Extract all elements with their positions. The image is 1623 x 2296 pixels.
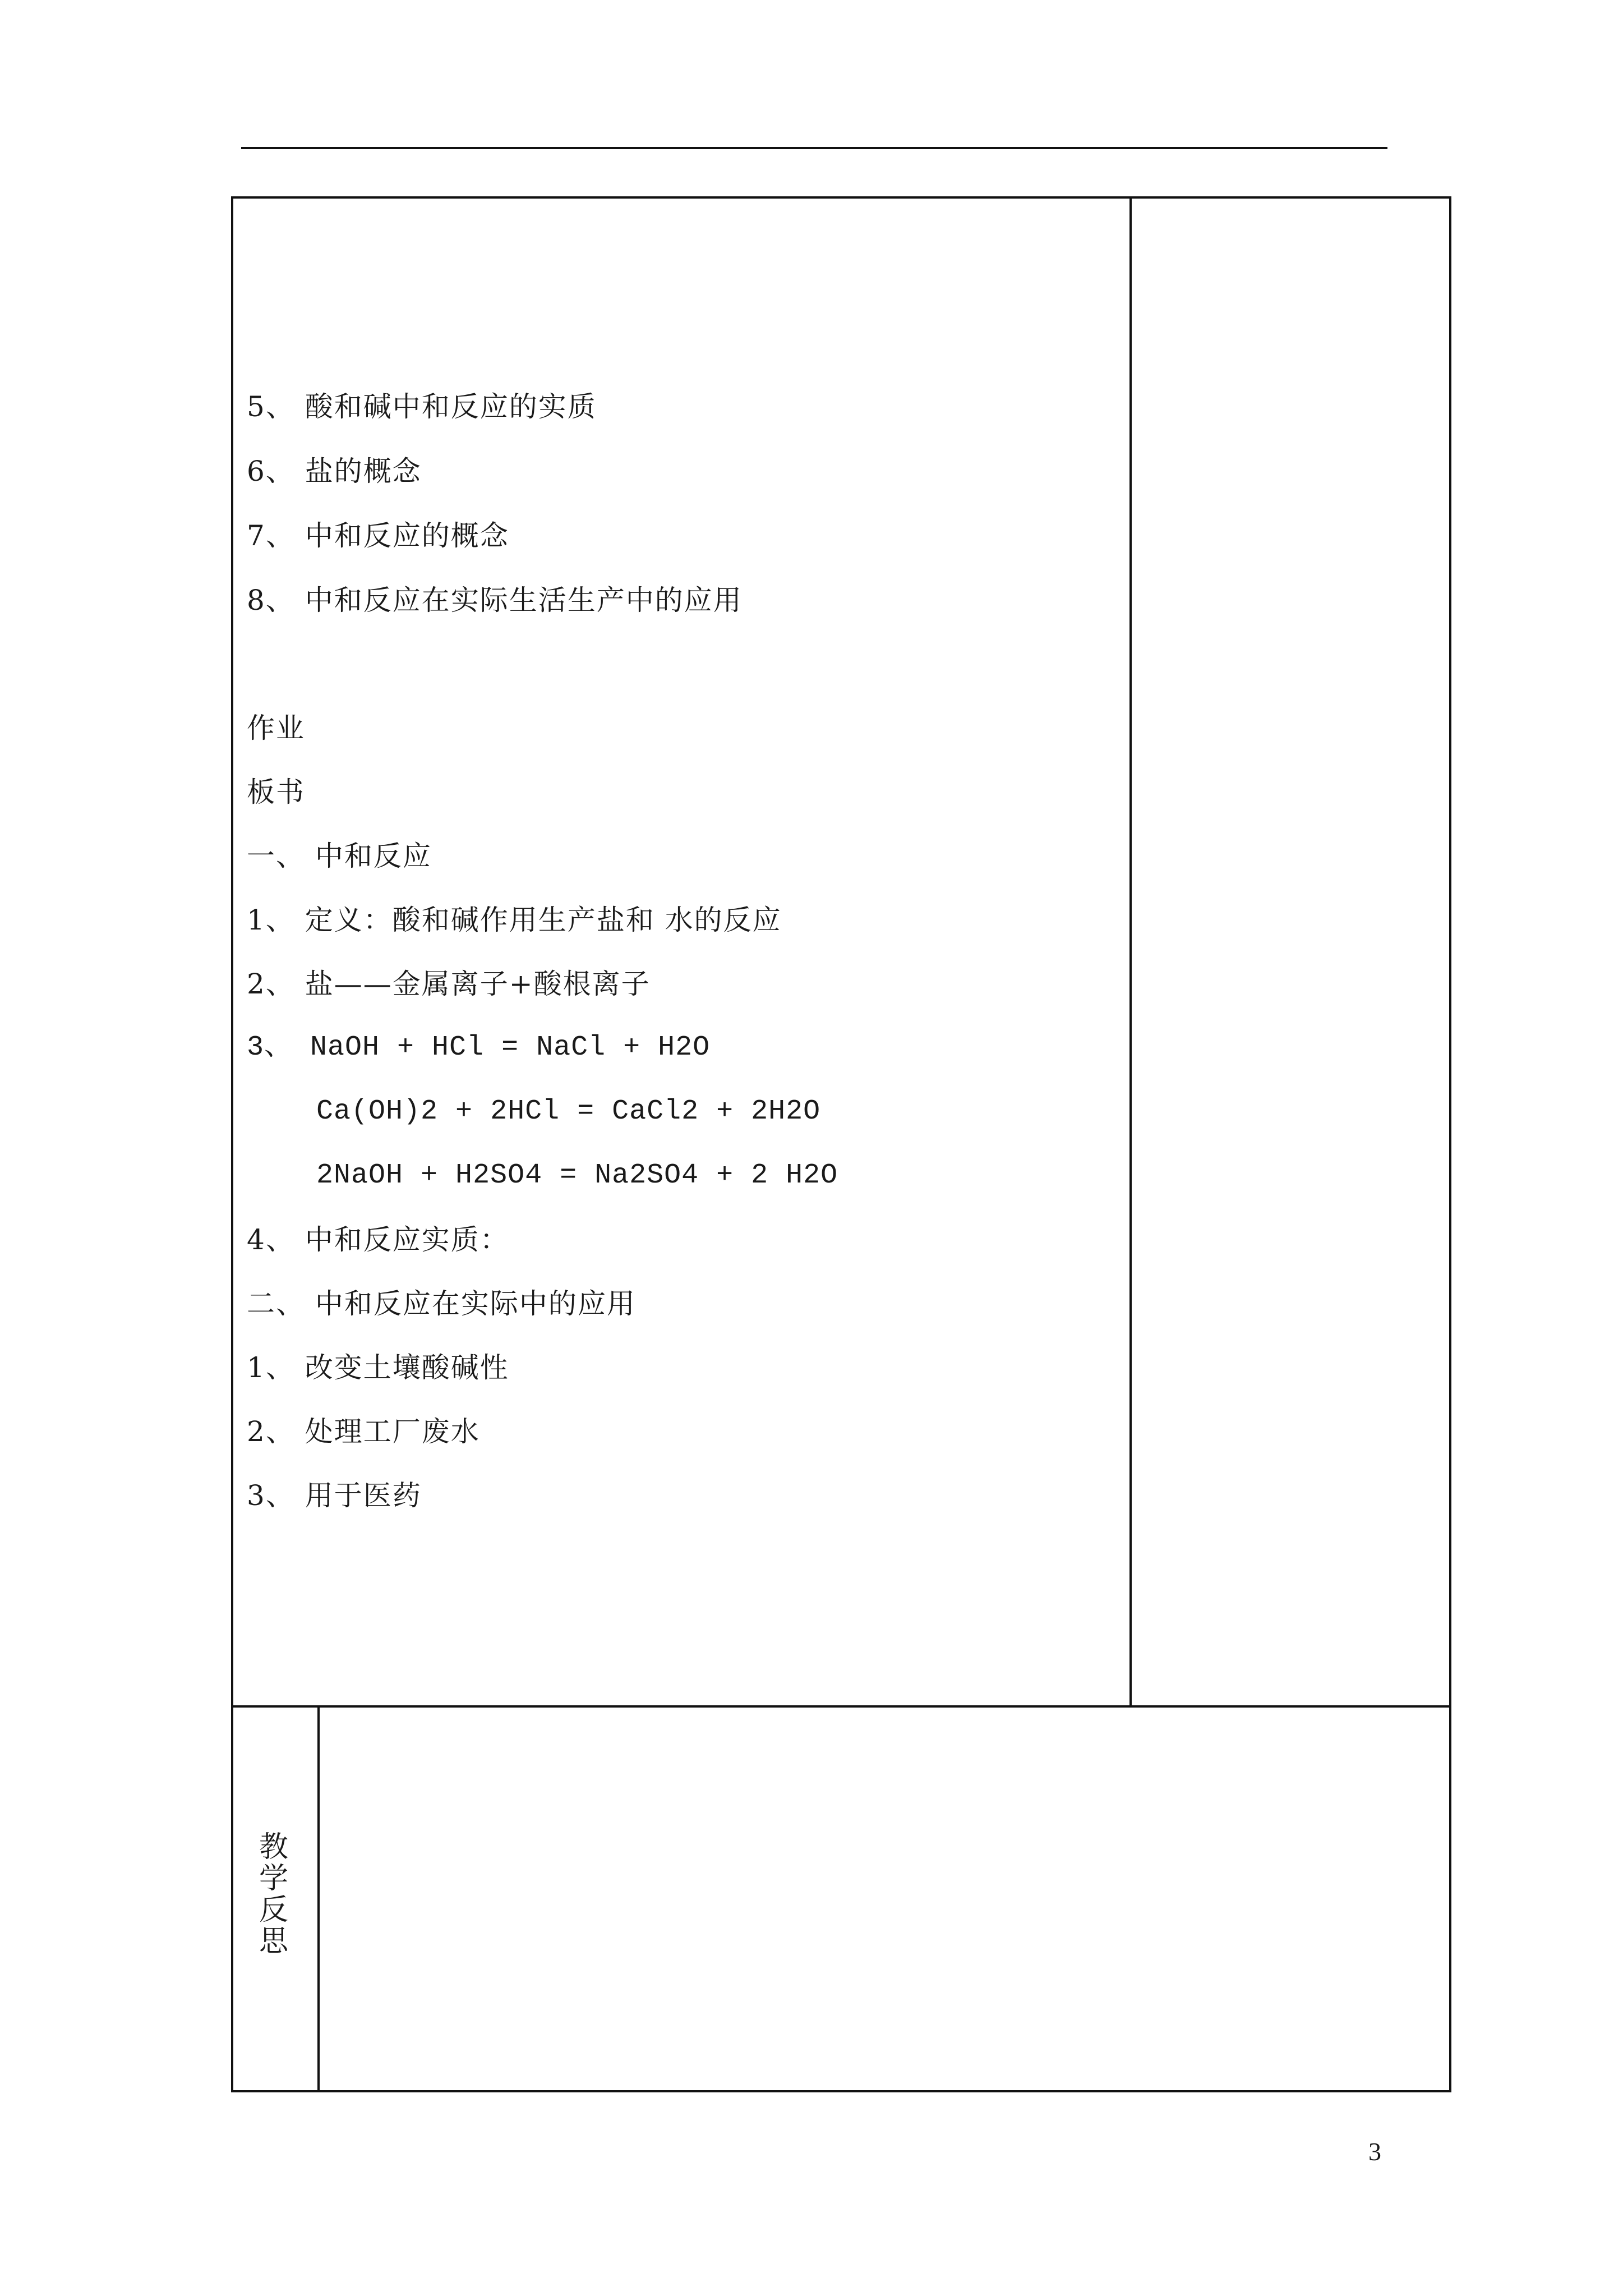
reflection-char: 反 xyxy=(259,1893,288,1927)
application-line-1: 1、 改变土壤酸碱性 xyxy=(247,1351,509,1384)
reflection-cell-frame xyxy=(231,1705,1451,2092)
reflection-char: 学 xyxy=(259,1862,288,1895)
content-line-5: 5、 酸和碱中和反应的实质 xyxy=(247,390,597,423)
application-line-3: 3、 用于医药 xyxy=(247,1479,422,1512)
reflection-label-divider xyxy=(317,1705,320,2092)
section-1-heading: 一、 中和反应 xyxy=(247,840,432,872)
application-line-2: 2、 处理工厂废水 xyxy=(247,1415,480,1448)
teaching-reflection-label xyxy=(251,1832,296,1957)
content-line-7: 7、 中和反应的概念 xyxy=(247,519,509,552)
content-line-8: 8、 中和反应在实际生活生产中的应用 xyxy=(247,584,743,616)
reflection-char: 教 xyxy=(259,1830,288,1864)
blackboard-heading: 板书 xyxy=(247,776,305,808)
homework-heading: 作业 xyxy=(247,712,305,744)
equation-line-2: Ca(OH)2 + 2HCl = CaCl2 + 2H2O xyxy=(247,1096,821,1128)
content-line-6: 6、 盐的概念 xyxy=(247,455,422,487)
header-rule xyxy=(241,147,1387,149)
definition-line: 1、 定义：酸和碱作用生产盐和 水的反应 xyxy=(247,904,782,936)
equation-line-1: 3、 NaOH + HCl = NaCl + H2O xyxy=(247,1032,711,1064)
reflection-char: 思 xyxy=(259,1925,288,1958)
page-number: 3 xyxy=(1368,2137,1381,2166)
section-2-heading: 二、 中和反应在实际中的应用 xyxy=(247,1287,636,1320)
salt-line: 2、 盐——金属离子+酸根离子 xyxy=(247,968,651,1000)
equation-line-3: 2NaOH + H2SO4 = Na2SO4 + 2 H2O xyxy=(247,1159,838,1191)
notes-column-divider xyxy=(1129,196,1132,1708)
essence-line: 4、 中和反应实质： xyxy=(247,1223,509,1256)
